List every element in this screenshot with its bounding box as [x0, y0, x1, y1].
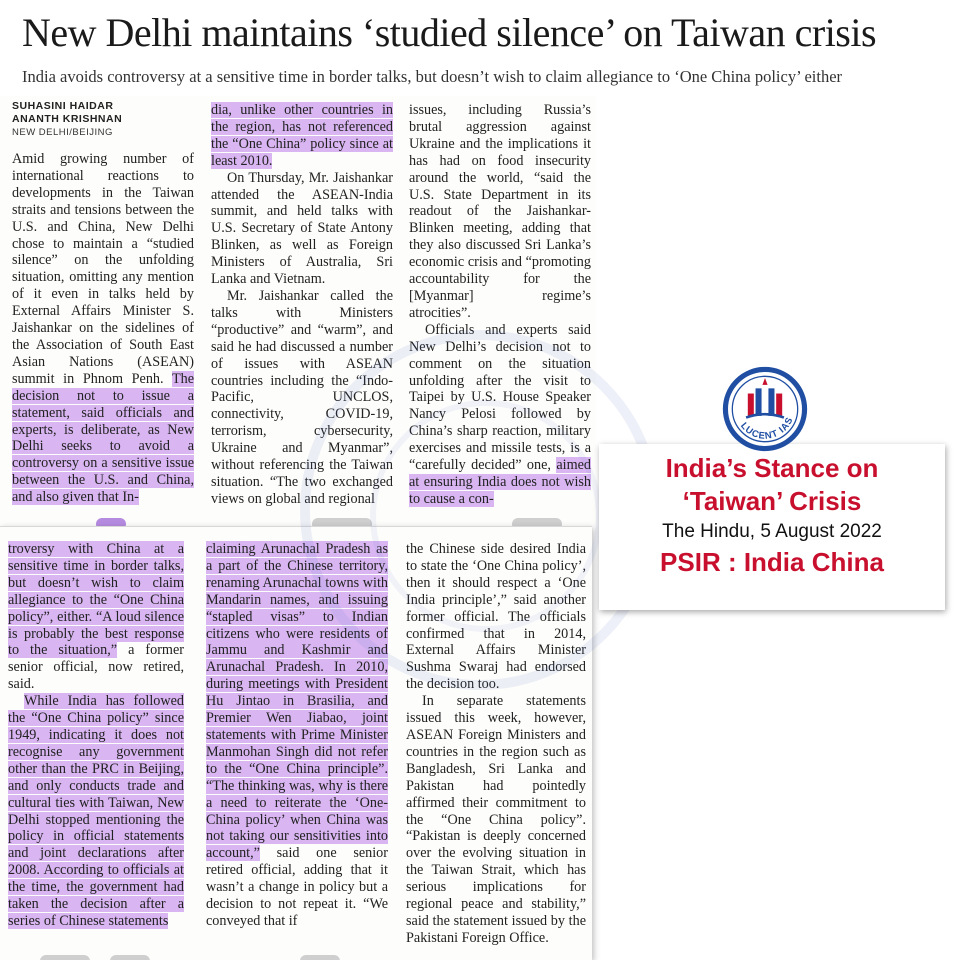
byline-author-2: ANANTH KRISHNAN [12, 113, 123, 125]
clipping-top [0, 96, 596, 526]
clipping-bottom [0, 526, 592, 960]
card-title-line-1: India’s Stance on [665, 453, 879, 483]
paragraph: the Chinese side desired India to state the ‘One China policy’, then it should respect a ‘One India principle’,” said another former official. The officials confirmed that in 2014, External Affairs Minister Sushma Swaraj had endorsed the decision too. [406, 541, 586, 693]
paragraph: In separate statements issued this week, however, ASEAN Foreign Ministers and countries in the region such as Bangladesh, Sri Lanka and Pakistan had pointedly affirmed their commitment to the “One China policy”. “Pakistan is deeply concerned over the evolving situation in the Taiwan Strait, which has serious implications for regional peace and stability,” said the statement issued by the Pakistani Foreign Office. [406, 693, 586, 946]
article-column-5 [206, 541, 388, 930]
highlighted-text: troversy with China at a sensitive time in border talks, but doesn’t wish to claim allegiance to the “One China policy”, either. “A loud silence is probably the best response to the situation,” [8, 541, 184, 659]
paragraph [8, 541, 184, 693]
scan-artifact [96, 518, 126, 526]
lucent-ias-logo [722, 366, 808, 452]
scan-artifact [312, 518, 372, 526]
card-subject-tag: PSIR : India China [660, 547, 884, 577]
paragraph: On Thursday, Mr. Jaishankar attended the ASEAN-India summit, and held talks with U.S. Secretary of State Antony Blinken, as well as Foreign Ministers of Australia, Sri Lanka and Vietnam. [211, 169, 393, 288]
paragraph [12, 151, 194, 506]
paragraph: issues, including Russia’s brutal aggression against Ukraine and the implications it has had on food insecurity around the world, “said the U.S. State Department in its readout of the Jaishankar-Blinken meeting, adding that they also discussed Sri Lanka’s economic crisis and “promoting accountability for the [Myanmar] regime’s atrocities”. [409, 102, 591, 321]
logo-text: LUCENT IAS [738, 415, 796, 442]
scan-artifact [110, 955, 150, 960]
headline: New Delhi maintains ‘studied silence’ on Taiwan crisis [22, 10, 877, 55]
subhead: India avoids controversy at a sensitive time in border talks, but doesn’t wish to claim allegiance to ‘One China policy’ either [22, 67, 843, 86]
text-run: said one senior retired official, adding that it wasn’t a change in policy but a decision to not repeat it. “We conveyed that if [206, 845, 388, 929]
paragraph [8, 693, 184, 930]
dateline: NEW DELHI/BEIJING [12, 127, 113, 138]
article-column-4 [8, 541, 184, 930]
scan-artifact [512, 518, 562, 526]
card-title-line-2: ‘Taiwan’ Crisis [682, 486, 862, 516]
text-run: Amid growing number of international reactions to developments in the Taiwan straits and tensions between the U.S. and China, New Delhi chose to maintain a “studied silence” on the unfolding situation, omitting any mention of it even in talks held by External Affairs Minister S. Jaishankar on the sidelines of the Association of South East Asian Nations (ASEAN) summit in Phnom Penh. [12, 151, 194, 387]
article-column-2 [211, 102, 393, 508]
paragraph [409, 322, 591, 508]
highlighted-text: dia, unlike other countries in the region, has not referenced the “One China” policy since at least 2010. [211, 102, 393, 169]
article-column-1 [12, 100, 194, 506]
highlighted-text: aimed at ensuring India does not wish to cause a con- [409, 457, 591, 507]
topic-card [599, 444, 945, 610]
paragraph [206, 541, 388, 930]
paragraph [211, 102, 393, 170]
byline-author-1: SUHASINI HAIDAR [12, 100, 114, 112]
text-run: a former senior official, now retired, said. [8, 642, 184, 693]
highlighted-text: While India has followed the “One China policy” since 1949, indicating it does not recognise any government other than the PRC in Beijing, and only conducts trade and cultural ties with Taiwan, New Delhi stopped mentioning the policy in official statements and joint declarations after 2008. According to officials at the time, the government had taken the decision after a series of Chinese statements [8, 693, 184, 929]
scan-artifact [40, 955, 90, 960]
text-run: Officials and experts said New Delhi’s decision not to comment on the situation unfolding after the visit to Taipei by U.S. House Speaker Nancy Pelosi followed by China’s sharp reaction, military exercises and missile tests, is a “carefully decided” one, [409, 321, 591, 474]
scan-artifact [300, 955, 340, 960]
article-column-3 [409, 102, 591, 508]
paragraph: Mr. Jaishankar called the talks with Ministers “productive” and “warm”, and said he had discussed a number of issues with ASEAN countries including the “Indo-Pacific, UNCLOS, connectivity, COVID-19, terrorism, cybersecurity, Ukraine and Myanmar”, without referencing the Taiwan situation. “The two exchanged views on global and regional [211, 287, 393, 507]
article-column-6 [406, 541, 586, 947]
card-source: The Hindu, 5 August 2022 [662, 521, 882, 542]
highlighted-text: claiming Arunachal Pradesh as a part of the Chinese territory, renaming Arunachal towns with Mandarin names, and issuing “stapled visas” to Indian citizens who were residents of Jammu and Kashmir and Arunachal Pradesh. In 2010, during meetings with President Hu Jintao in Brasilia, and Premier Wen Jiabao, joint statements with Prime Minister Manmohan Singh did not refer to the “One China principle”. “The thinking was, why is there a need to reiterate the ‘One-China policy’ when China was not taking our sensitivities into account,” [206, 541, 388, 862]
highlighted-text: The decision not to issue a statement, said officials and experts, is deliberate, as New Delhi seeks to avoid a controversy on a sensitive issue between the U.S. and China, and also given that In- [12, 370, 194, 506]
